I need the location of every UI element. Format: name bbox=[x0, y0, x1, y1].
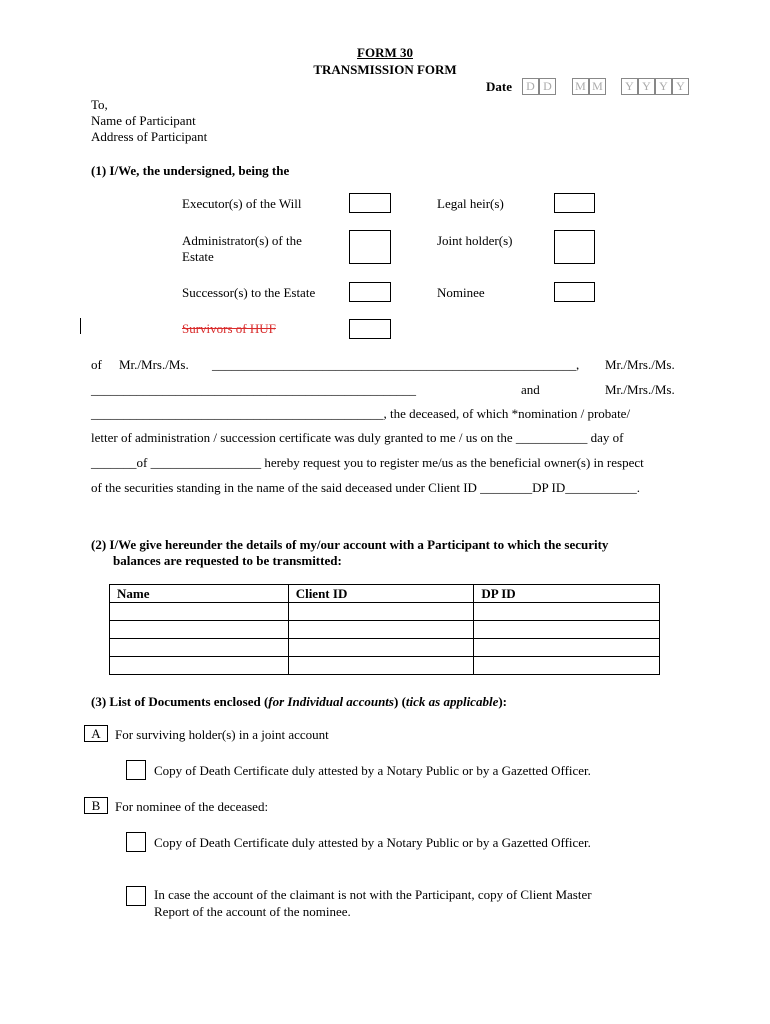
cell-name[interactable] bbox=[110, 621, 289, 639]
cell-client-id[interactable] bbox=[288, 657, 474, 675]
para-blank-deceased-2[interactable]: __________________________________________________ bbox=[91, 382, 416, 397]
address-address: Address of Participant bbox=[91, 129, 208, 144]
date-month-2[interactable]: M bbox=[589, 78, 606, 95]
address-name: Name of Participant bbox=[91, 113, 196, 128]
group-b-label: For nominee of the deceased: bbox=[115, 799, 269, 814]
table-header-row bbox=[110, 585, 660, 603]
option-executor-label: Executor(s) of the Will bbox=[182, 196, 302, 211]
column-header-name: Name bbox=[110, 585, 289, 603]
table-row bbox=[110, 603, 660, 621]
para-mr-2: Mr./Mrs./Ms. bbox=[605, 357, 675, 372]
option-survivors-label: Survivors of HUF bbox=[182, 321, 276, 336]
para-line-5: _______of _________________ hereby request you to register me/us as the beneficial owner(s) in respect bbox=[91, 455, 644, 470]
column-header-client-id: Client ID bbox=[288, 585, 474, 603]
form-number: FORM 30 bbox=[357, 45, 413, 60]
group-a-label: For surviving holder(s) in a joint account bbox=[115, 727, 329, 742]
date-day-2[interactable]: D bbox=[539, 78, 556, 95]
section1-heading: (1) I/We, the undersigned, being the bbox=[91, 163, 290, 178]
group-b-item2-checkbox[interactable] bbox=[126, 886, 146, 906]
date-year-1[interactable]: Y bbox=[621, 78, 638, 95]
group-b-item1-checkbox[interactable] bbox=[126, 832, 146, 852]
cell-dp-id[interactable] bbox=[474, 657, 660, 675]
cell-dp-id[interactable] bbox=[474, 639, 660, 657]
date-year-4[interactable]: Y bbox=[672, 78, 689, 95]
option-nominee-label: Nominee bbox=[437, 285, 485, 300]
account-table bbox=[109, 584, 660, 675]
section3-heading-italic-2: tick as applicable bbox=[405, 694, 499, 709]
para-blank-deceased-1[interactable]: ________________________________________________________, bbox=[212, 357, 580, 372]
date-month-1[interactable]: M bbox=[572, 78, 589, 95]
cell-dp-id[interactable] bbox=[474, 603, 660, 621]
para-mr-1: Mr./Mrs./Ms. bbox=[119, 357, 189, 372]
option-successor-label: Successor(s) to the Estate bbox=[182, 285, 316, 300]
table-row bbox=[110, 639, 660, 657]
section3-heading-suffix: ): bbox=[498, 694, 508, 709]
cell-name[interactable] bbox=[110, 639, 289, 657]
group-b-item1-label: Copy of Death Certificate duly attested by a Notary Public or by a Gazetted Officer. bbox=[154, 835, 591, 850]
para-of: of bbox=[91, 357, 102, 372]
option-executor-checkbox[interactable] bbox=[349, 193, 391, 213]
section3-heading-italic-1: for Individual accounts bbox=[268, 694, 394, 709]
form-title: TRANSMISSION FORM bbox=[313, 62, 457, 77]
group-a-letter: A bbox=[84, 725, 108, 742]
section3-heading bbox=[91, 694, 507, 710]
column-header-dp-id: DP ID bbox=[474, 585, 660, 603]
option-joint-holder-checkbox[interactable] bbox=[554, 230, 595, 264]
group-b-item2-label-2: Report of the account of the nominee. bbox=[154, 904, 351, 919]
option-legal-heir-checkbox[interactable] bbox=[554, 193, 595, 213]
table-row bbox=[110, 657, 660, 675]
option-successor-checkbox[interactable] bbox=[349, 282, 391, 302]
section3-heading-mid: ) ( bbox=[393, 694, 406, 709]
option-administrator-label-1: Administrator(s) of the bbox=[182, 233, 302, 248]
date-year-3[interactable]: Y bbox=[655, 78, 672, 95]
text-cursor bbox=[80, 318, 81, 334]
group-b-item2-label-1: In case the account of the claimant is not with the Participant, copy of Client Master bbox=[154, 887, 592, 902]
option-legal-heir-label: Legal heir(s) bbox=[437, 196, 504, 211]
option-nominee-checkbox[interactable] bbox=[554, 282, 595, 302]
group-b-letter: B bbox=[84, 797, 108, 814]
section3-heading-prefix: (3) List of Documents enclosed ( bbox=[91, 694, 269, 709]
section2-heading-2: balances are requested to be transmitted: bbox=[113, 553, 342, 568]
cell-client-id[interactable] bbox=[288, 639, 474, 657]
cell-name[interactable] bbox=[110, 657, 289, 675]
group-a-item1-checkbox[interactable] bbox=[126, 760, 146, 780]
date-year-2[interactable]: Y bbox=[638, 78, 655, 95]
option-survivors-checkbox[interactable] bbox=[349, 319, 391, 339]
para-mr-3: Mr./Mrs./Ms. bbox=[605, 382, 675, 397]
date-label: Date bbox=[486, 79, 512, 94]
option-administrator-checkbox[interactable] bbox=[349, 230, 391, 264]
cell-client-id[interactable] bbox=[288, 603, 474, 621]
para-line-4: letter of administration / succession certificate was duly granted to me / us on the ___________ day of bbox=[91, 430, 624, 445]
group-a-item1-label: Copy of Death Certificate duly attested by a Notary Public or by a Gazetted Officer. bbox=[154, 763, 591, 778]
address-to: To, bbox=[91, 97, 108, 112]
table-row bbox=[110, 621, 660, 639]
option-joint-holder-label: Joint holder(s) bbox=[437, 233, 513, 248]
section2-heading-1: (2) I/We give hereunder the details of my/our account with a Participant to which the security bbox=[91, 537, 609, 552]
date-day-1[interactable]: D bbox=[522, 78, 539, 95]
option-administrator-label-2: Estate bbox=[182, 249, 214, 264]
cell-dp-id[interactable] bbox=[474, 621, 660, 639]
cell-name[interactable] bbox=[110, 603, 289, 621]
para-line-3: _____________________________________________, the deceased, of which *nomination / probate/ bbox=[91, 406, 631, 421]
cell-client-id[interactable] bbox=[288, 621, 474, 639]
para-line-6: of the securities standing in the name of the said deceased under Client ID ________DP ID___________. bbox=[91, 480, 641, 495]
para-and: and bbox=[521, 382, 540, 397]
